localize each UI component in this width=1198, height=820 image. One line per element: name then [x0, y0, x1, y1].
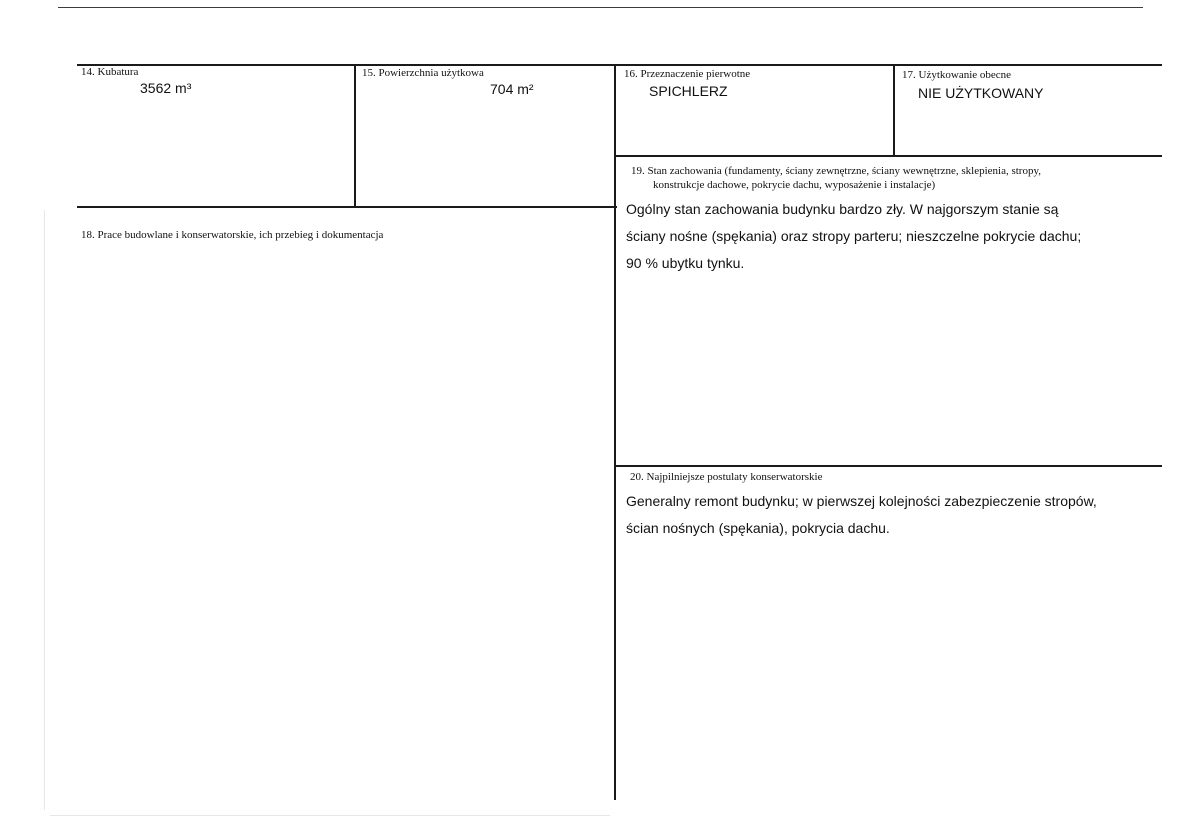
divider-14-15 — [354, 64, 356, 207]
field20-top-line — [615, 465, 1162, 467]
scan-edge-left — [44, 210, 45, 810]
field-14-value: 3562 m³ — [140, 80, 192, 96]
field-15-label: 15. Powierzchnia użytkowa — [362, 67, 484, 79]
divider-main — [614, 64, 616, 800]
field-16-value: SPICHLERZ — [649, 83, 728, 99]
top-border-line — [58, 7, 1143, 8]
field-17-value: NIE UŻYTKOWANY — [918, 85, 1044, 101]
field-20-label: 20. Najpilniejsze postulaty konserwatorskie — [630, 471, 823, 483]
field-19-text-line: Ogólny stan zachowania budynku bardzo zły. W najgorszym stanie są — [626, 201, 1059, 217]
row1-bottom-line-right — [615, 155, 1162, 157]
field-16-label: 16. Przeznaczenie pierwotne — [624, 68, 751, 80]
row1-top-line — [77, 64, 1162, 66]
divider-16-17 — [893, 64, 895, 156]
field-19-text-line: 90 % ubytku tynku. — [626, 255, 745, 271]
row1-bottom-line-left — [77, 206, 617, 208]
field-15-value: 704 m² — [490, 81, 534, 97]
field-14-label: 14. Kubatura — [81, 66, 139, 78]
scan-edge-bottom — [50, 815, 610, 816]
field-19-text-line: ściany nośne (spękania) oraz stropy parteru; nieszczelne pokrycie dachu; — [626, 228, 1082, 244]
field-19-label-line1: 19. Stan zachowania (fundamenty, ściany zewnętrzne, ściany wewnętrzne, sklepienia, stropy, — [631, 165, 1042, 177]
field-20-text — [626, 488, 1097, 542]
field-17-label: 17. Użytkowanie obecne — [902, 69, 1012, 81]
field-18-label: 18. Prace budowlane i konserwatorskie, ich przebieg i dokumentacja — [81, 229, 384, 241]
field-19-text — [626, 196, 1081, 277]
field-20-text-line: ścian nośnych (spękania), pokrycia dachu. — [626, 520, 890, 536]
field-19-label-line2: konstrukcje dachowe, pokrycie dachu, wyposażenie i instalacje) — [653, 179, 936, 191]
field-20-text-line: Generalny remont budynku; w pierwszej kolejności zabezpieczenie stropów, — [626, 493, 1097, 509]
